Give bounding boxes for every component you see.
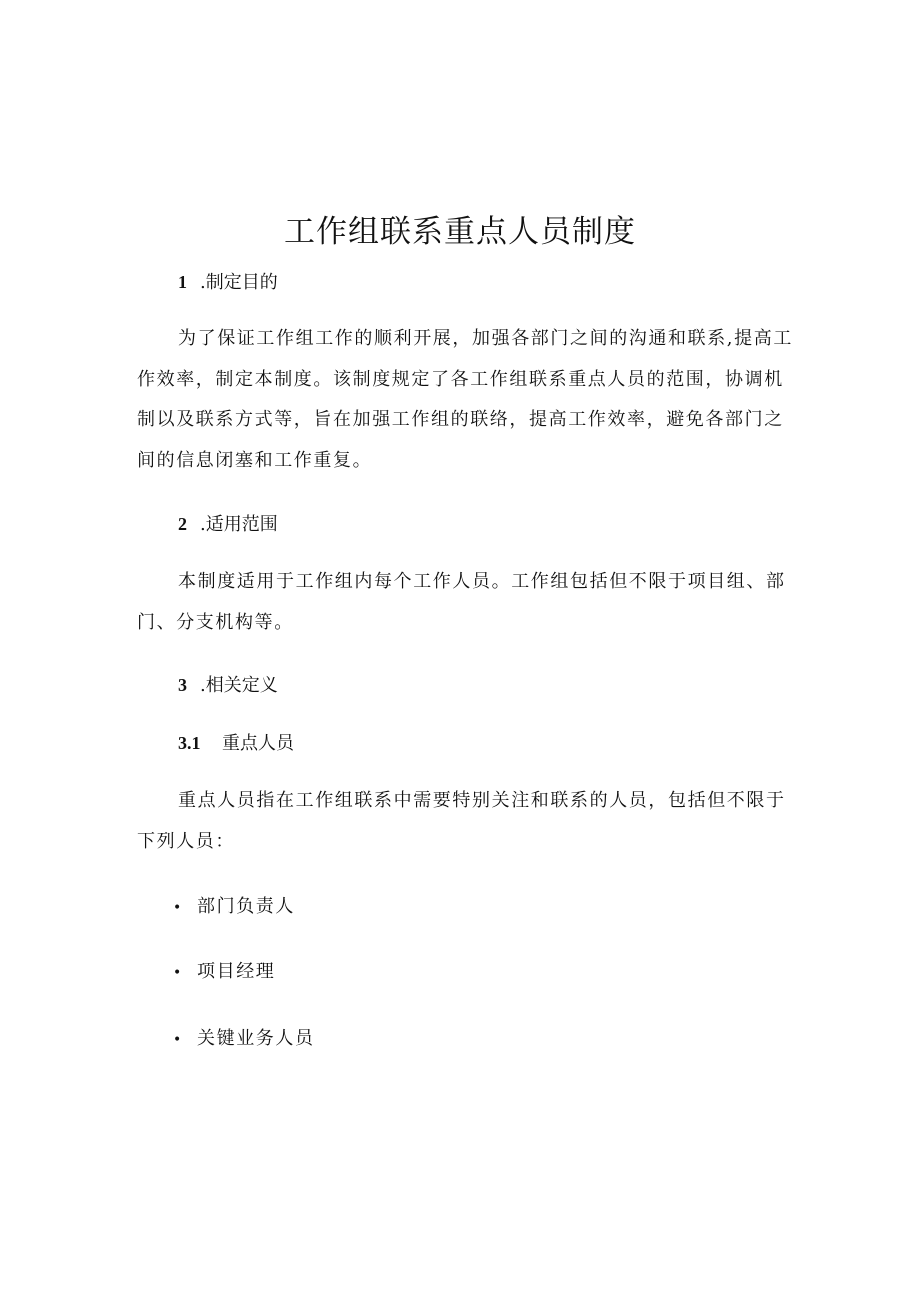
list-item — [173, 1026, 315, 1053]
section-number-1: 1 — [178, 272, 187, 292]
subsection-number: 3.1 — [178, 733, 201, 753]
section-heading-2 — [178, 511, 278, 538]
section-title-2: .适用范围 — [200, 514, 278, 535]
section-number-2: 2 — [178, 514, 187, 534]
section-title-3: .相关定义 — [200, 675, 278, 696]
section-heading-1 — [178, 269, 278, 296]
list-item-text: 部门负责人 — [197, 896, 295, 917]
subsection-title: 重点人员 — [222, 733, 294, 754]
subsection-heading-3-1 — [178, 730, 294, 757]
section-paragraph-2: 本制度适用于工作组内每个工作人员。工作组包括但不限于项目组、部门、分支机构等。 — [137, 571, 786, 633]
section-paragraph-1: 为了保证工作组工作的顺利开展，加强各部门之间的沟通和联系,提高工作效率，制定本制度。该制度规定了各工作组联系重点人员的范围，协调机制以及联系方式等，旨在加强工作组的联络，提高工作效率，避免各部门之间的信息闭塞和工作重复。 — [137, 328, 793, 471]
subsection-paragraph: 重点人员指在工作组联系中需要特别关注和联系的人员，包括但不限于下列人员： — [137, 790, 786, 852]
section-heading-3 — [178, 672, 278, 699]
section-title-1: .制定目的 — [200, 272, 278, 293]
bullet-icon: • — [173, 900, 183, 916]
section-number-3: 3 — [178, 675, 187, 695]
list-item-text: 项目经理 — [197, 961, 276, 982]
list-item — [173, 894, 295, 921]
document-title: 工作组联系重点人员制度 — [284, 214, 636, 250]
list-item — [173, 959, 275, 986]
bullet-icon: • — [173, 965, 183, 981]
bullet-icon: • — [173, 1032, 183, 1048]
list-item-text: 关键业务人员 — [197, 1028, 315, 1049]
